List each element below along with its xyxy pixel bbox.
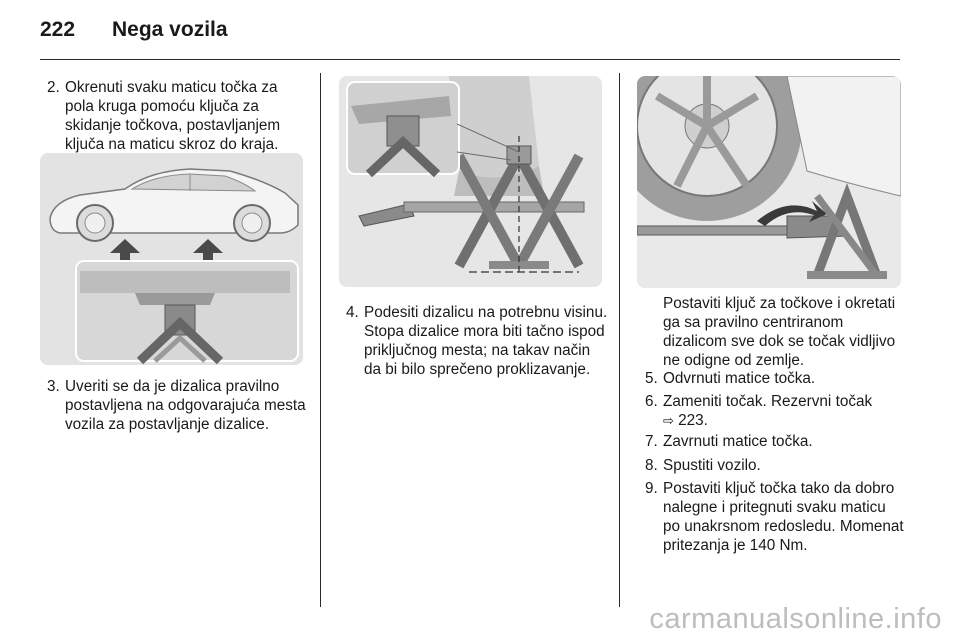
jack-under-car-illustration [339, 76, 602, 287]
watermark: carmanualsonline.info [649, 603, 942, 635]
step-text: Postaviti ključ točka tako da dobro nalegne i pritegnuti svaku maticu po unakrsnom redosledu. Momenat pritezanja je 140 Nm. [663, 480, 904, 554]
step-text: Podesiti dizalicu na potrebnu visinu. Stopa dizalice mora biti tačno ispod priključnog mesta; na takav način da bi bilo sprečeno proklizavanje. [364, 304, 608, 378]
step-number: 3. [47, 378, 60, 395]
step-text: Spustiti vozilo. [663, 457, 761, 474]
step-number: 9. [645, 480, 658, 497]
step-number: 2. [47, 79, 60, 96]
step-4 [346, 303, 608, 379]
step-text: Okrenuti svaku maticu točka za pola kruga pomoću ključa za skidanje točkova, postavljanjem ključa na maticu skroz do kraja. [65, 79, 281, 153]
step-2 [47, 78, 309, 154]
page-reference[interactable]: 223. [678, 412, 708, 429]
step-text: Zameniti točak. Rezervni točak [663, 393, 873, 410]
step-9 [645, 479, 907, 555]
step-3 [47, 377, 309, 434]
step-7 [645, 432, 907, 451]
step-number: 4. [346, 304, 359, 321]
step-number: 8. [645, 457, 658, 474]
step-number: 7. [645, 433, 658, 450]
jack-crank-wheel-illustration [637, 76, 901, 288]
chapter-title: Nega vozila [112, 18, 228, 41]
page-header [40, 18, 228, 48]
step-number: 5. [645, 370, 658, 387]
arrow-ref-icon: ⇨ [663, 414, 674, 429]
step-5 [645, 369, 907, 388]
step-text: Uveriti se da je dizalica pravilno postavljena na odgovarajuća mesta vozila za postavljanje dizalice. [65, 378, 306, 433]
page-number: 222 [40, 18, 76, 41]
step-text: Zavrnuti matice točka. [663, 433, 813, 450]
step-text: Odvrnuti matice točka. [663, 370, 816, 387]
step-text-block [645, 392, 907, 431]
step-6 [645, 392, 907, 431]
column-divider-2 [619, 73, 620, 607]
step-continuation: Postaviti ključ za točkove i okretati ga sa pravilno centriranom dizalicom sve dok se točak vidljivo ne odigne od zemlje. [663, 295, 896, 369]
header-rule [40, 59, 900, 60]
step-number: 6. [645, 393, 658, 410]
step-8 [645, 456, 907, 475]
column-divider-1 [320, 73, 321, 607]
car-jack-points-illustration [40, 153, 303, 365]
